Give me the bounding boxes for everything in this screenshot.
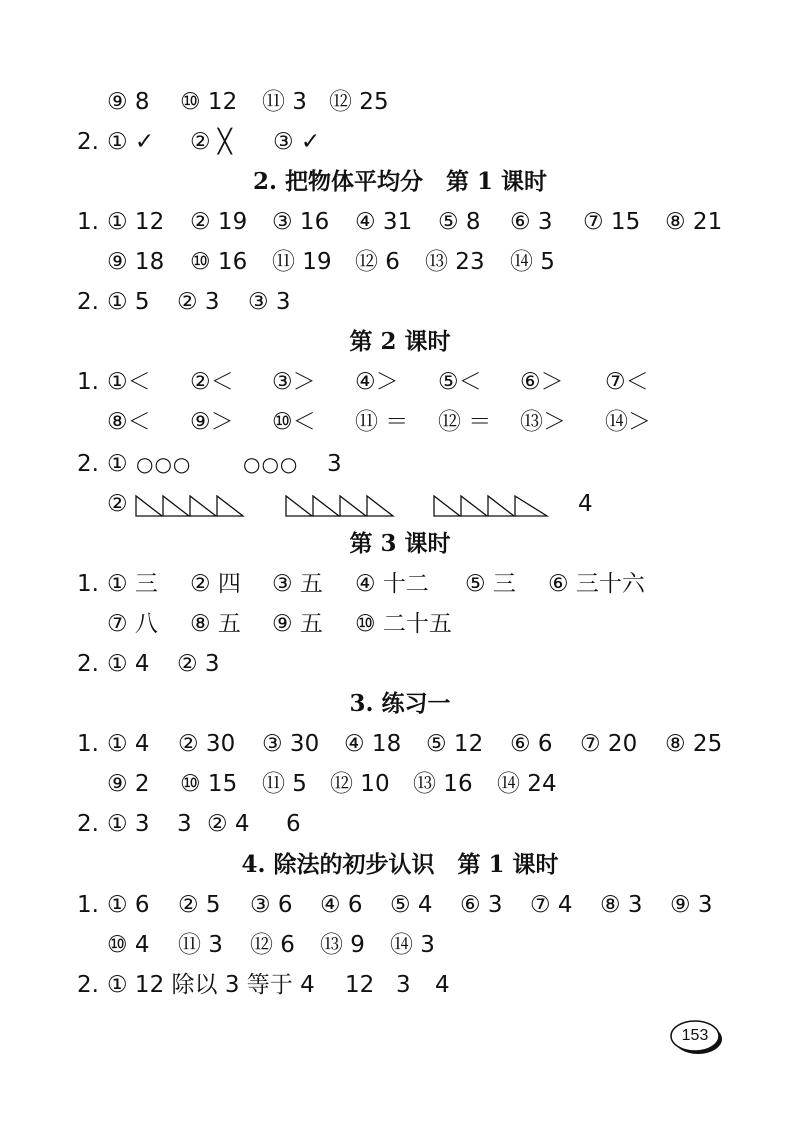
answer-line-15 — [0, 804, 800, 844]
question-number: 2. — [77, 129, 99, 155]
answer-item: ① 5 — [107, 289, 150, 315]
answer-item: ⑥ 3 — [460, 892, 503, 918]
answer-item: ⑬ 16 — [413, 771, 473, 797]
answer-item: ⑨ 五 — [272, 611, 323, 637]
triangle-shapes — [135, 492, 247, 518]
answer-item: ⑪ 19 — [272, 249, 332, 275]
answer-item: ⑨ 3 — [670, 892, 713, 918]
answer-item: ⑤＜ — [438, 369, 482, 395]
answer-item: ① 三 — [107, 571, 158, 597]
answer-item: ④ 十二 — [355, 571, 429, 597]
answer-item: ⑨ 2 — [107, 771, 150, 797]
answer-item: ④＞ — [355, 369, 399, 395]
answer-line-4 — [0, 242, 800, 282]
answer-item: ②＜ — [190, 369, 234, 395]
answer-item: ① ✓ — [107, 129, 155, 155]
question-number: 1. — [77, 369, 99, 395]
answer-line-11 — [0, 604, 800, 644]
answer-item: ④ 31 — [355, 209, 413, 235]
answer-item: ① — [107, 451, 128, 477]
answer-line-16 — [0, 885, 800, 925]
circle-group: ○○○ — [136, 452, 192, 476]
answer-item: ① 4 — [107, 731, 150, 757]
answer-item: ⑫ 6 — [250, 932, 295, 958]
answer-line-14 — [0, 764, 800, 804]
answer-item: ⑭ 24 — [497, 771, 557, 797]
answer-line-18 — [0, 965, 800, 1005]
answer-item: ③ 五 — [272, 571, 323, 597]
question-number: 1. — [77, 892, 99, 918]
answer-item: 3 — [327, 451, 342, 477]
answer-item: ⑭＞ — [605, 409, 651, 435]
question-number: 1. — [77, 571, 99, 597]
answer-item: ③＞ — [272, 369, 316, 395]
answer-item: ③ 3 — [248, 289, 291, 315]
answer-item: ⑧ 五 — [190, 611, 241, 637]
page-number-badge — [670, 1018, 724, 1054]
answer-item: ⑥ 三十六 — [548, 571, 645, 597]
question-number: 2. — [77, 811, 99, 837]
answer-item: ① 12 除以 3 等于 4 — [107, 972, 315, 998]
answer-item: ⑥ 3 — [510, 209, 553, 235]
answer-item: ② — [107, 491, 128, 517]
answer-line-2 — [0, 122, 800, 162]
answer-item: ⑥＞ — [520, 369, 564, 395]
answer-item: 4 — [435, 972, 450, 998]
answer-item: ⑪ 3 — [262, 89, 307, 115]
answer-item: 3 — [396, 972, 411, 998]
answer-line-8 — [0, 444, 800, 484]
answer-item: ① 6 — [107, 892, 150, 918]
answer-item: ① 12 — [107, 209, 165, 235]
answer-item: ⑤ 三 — [465, 571, 516, 597]
question-number: 2. — [77, 972, 99, 998]
answer-item: ⑦ 20 — [580, 731, 638, 757]
answer-item: ④ 18 — [344, 731, 402, 757]
answer-item: ⑥ 6 — [510, 731, 553, 757]
answer-item: ⑭ 5 — [510, 249, 555, 275]
answer-line-9 — [0, 484, 800, 524]
triangle-group — [285, 492, 397, 518]
answer-item: 12 — [345, 972, 375, 998]
section-heading: 3. 练习一 — [349, 690, 451, 717]
answer-item: ⑪ ＝ — [355, 409, 409, 435]
answer-item: ⑧ 21 — [665, 209, 723, 235]
triangle-group — [135, 492, 247, 518]
answer-item: ⑧＜ — [107, 409, 151, 435]
answer-item: ③ 16 — [272, 209, 330, 235]
answer-item: 3 — [177, 811, 192, 837]
answer-item: ⑦ 八 — [107, 611, 158, 637]
triangle-shapes — [433, 492, 551, 518]
answer-item: ② 四 — [190, 571, 241, 597]
answer-line-12 — [0, 644, 800, 684]
answer-item: ⑩ 16 — [190, 249, 248, 275]
answer-item: ⑩ 二十五 — [355, 611, 452, 637]
answer-line-7 — [0, 402, 800, 442]
answer-line-13 — [0, 724, 800, 764]
section-heading: 第 3 课时 — [349, 530, 451, 557]
answer-item: ⑬ 9 — [320, 932, 365, 958]
section-heading: 第 2 课时 — [349, 328, 451, 355]
page-number: 153 — [681, 1027, 709, 1044]
answer-item: ① 3 — [107, 811, 150, 837]
answer-item: ⑨ 18 — [107, 249, 165, 275]
question-number: 1. — [77, 731, 99, 757]
circle-group: ○○○ — [243, 452, 299, 476]
question-number: 2. — [77, 451, 99, 477]
answer-item: ⑫ 10 — [330, 771, 390, 797]
section-heading: 4. 除法的初步认识 第 1 课时 — [241, 851, 559, 878]
answer-item: ⑦ 15 — [583, 209, 641, 235]
answer-item: 4 — [578, 491, 593, 517]
answer-item: ⑫ 6 — [355, 249, 400, 275]
answer-item: ⑧ 25 — [665, 731, 723, 757]
question-number: 2. — [77, 289, 99, 315]
answer-item: ⑤ 8 — [438, 209, 481, 235]
triangle-shapes — [285, 492, 397, 518]
answer-line-1 — [0, 82, 800, 122]
answer-item: ⑬＞ — [520, 409, 566, 435]
answer-item: ⑧ 3 — [600, 892, 643, 918]
answer-item: ② 3 — [177, 651, 220, 677]
answer-item: ④ 6 — [320, 892, 363, 918]
answer-line-17 — [0, 925, 800, 965]
answer-item: ⑦＜ — [605, 369, 649, 395]
answer-item: ①＜ — [107, 369, 151, 395]
answer-item: ⑤ 4 — [390, 892, 433, 918]
answer-item: ② 3 — [177, 289, 220, 315]
answer-item: ⑩ 4 — [107, 932, 150, 958]
question-number: 1. — [77, 209, 99, 235]
answer-item: ⑨ 8 — [107, 89, 150, 115]
answer-item: ② 5 — [178, 892, 221, 918]
answer-item: 6 — [286, 811, 301, 837]
answer-item: ⑬ 23 — [425, 249, 485, 275]
answer-item: ⑭ 3 — [390, 932, 435, 958]
answer-item: ② 19 — [190, 209, 248, 235]
answer-item: ⑫ 25 — [329, 89, 389, 115]
answer-item: ② 4 — [207, 811, 250, 837]
answer-item: ⑩ 12 — [180, 89, 238, 115]
answer-line-6 — [0, 362, 800, 402]
answer-item: ⑨＞ — [190, 409, 234, 435]
answer-item: ⑤ 12 — [426, 731, 484, 757]
answer-item: ⑪ 3 — [178, 932, 223, 958]
answer-item: ③ 6 — [250, 892, 293, 918]
answer-item: ① 4 — [107, 651, 150, 677]
answer-line-10 — [0, 564, 800, 604]
answer-line-5 — [0, 282, 800, 322]
question-number: 2. — [77, 651, 99, 677]
answer-line-3 — [0, 202, 800, 242]
answer-item: ③ 30 — [262, 731, 320, 757]
answer-item: ⑩ 15 — [180, 771, 238, 797]
section-heading: 2. 把物体平均分 第 1 课时 — [252, 168, 548, 195]
answer-item: ⑦ 4 — [530, 892, 573, 918]
answer-item: ② ╳ — [190, 129, 232, 155]
answer-item: ② 30 — [178, 731, 236, 757]
answer-item: ⑩＜ — [272, 409, 316, 435]
answer-item: ⑫ ＝ — [438, 409, 492, 435]
answer-item: ③ ✓ — [273, 129, 321, 155]
answer-item: ⑪ 5 — [262, 771, 307, 797]
triangle-group — [433, 492, 551, 518]
